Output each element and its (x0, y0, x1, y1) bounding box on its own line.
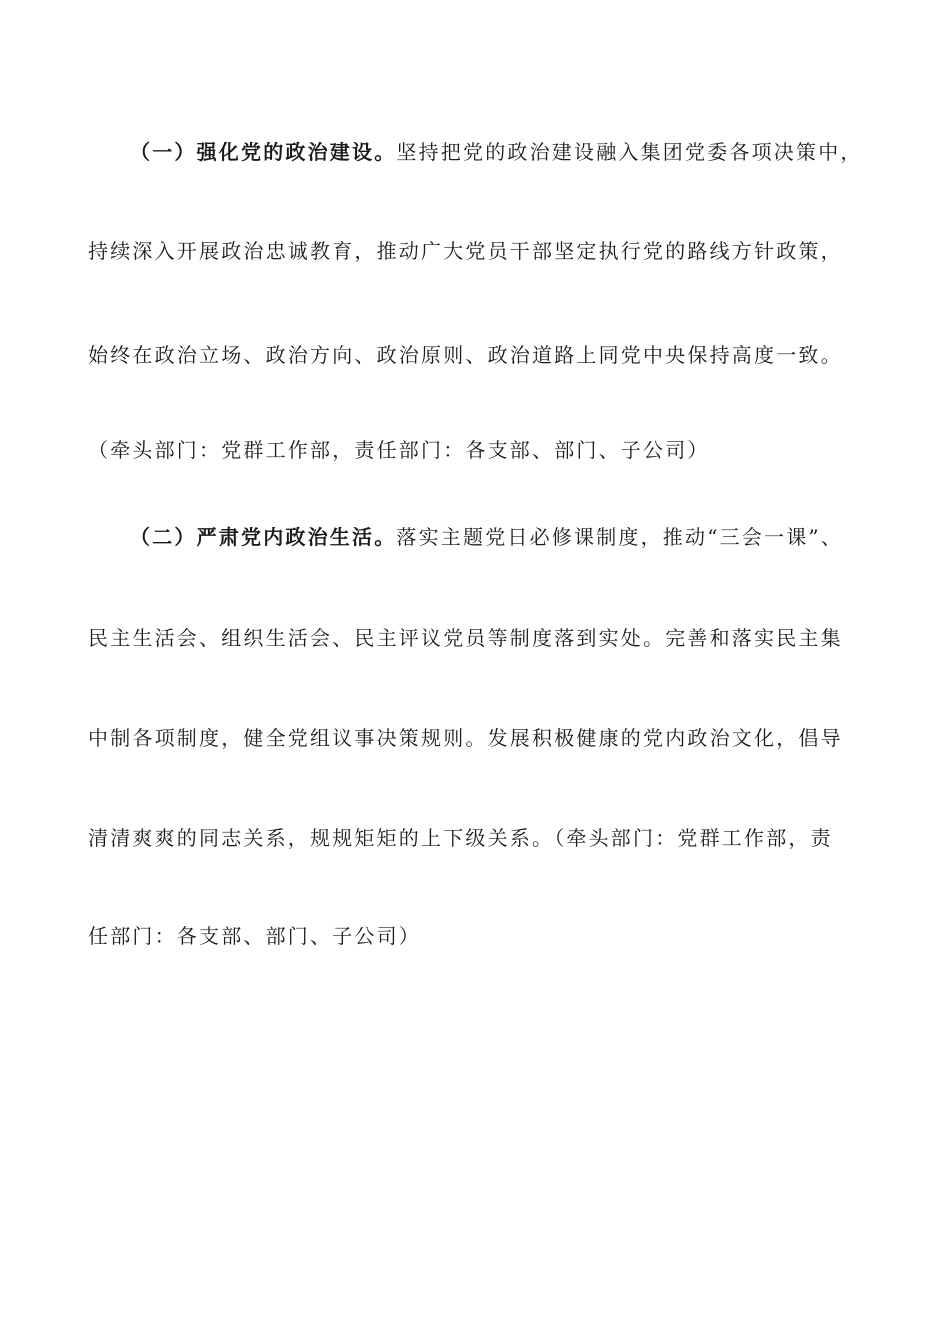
section1-line2: 持续深入开展政治忠诚教育，推动广大党员干部坚定执行党的路线方针政策， (88, 239, 843, 263)
section1-line3: 始终在政治立场、政治方向、政治原则、政治道路上同党中央保持高度一致。 (88, 343, 843, 367)
section1-line1-text: 坚持把党的政治建设融入集团党委各项决策中， (396, 140, 863, 164)
section2-line1 (130, 524, 860, 550)
section2-heading: （二）严肃党内政治生活。 (130, 525, 397, 549)
section1-heading: （一）强化党的政治建设。 (130, 140, 397, 164)
section2-responsibility: 任部门：各支部、部门、子公司） (88, 924, 421, 948)
section1-line1 (130, 139, 863, 165)
section2-line3: 中制各项制度，健全党组议事决策规则。发展积极健康的党内政治文化，倡导 (88, 726, 843, 750)
section1-responsibility: （牵头部门：党群工作部，责任部门：各支部、部门、子公司） (88, 438, 710, 462)
section2-line2: 民主生活会、组织生活会、民主评议党员等制度落到实处。完善和落实民主集 (88, 626, 843, 650)
section2-line1-text: 落实主题党日必修课制度，推动“三会一课”、 (396, 525, 844, 549)
section2-line4: 清清爽爽的同志关系，规规矩矩的上下级关系。（牵头部门：党群工作部，责 (88, 826, 833, 850)
